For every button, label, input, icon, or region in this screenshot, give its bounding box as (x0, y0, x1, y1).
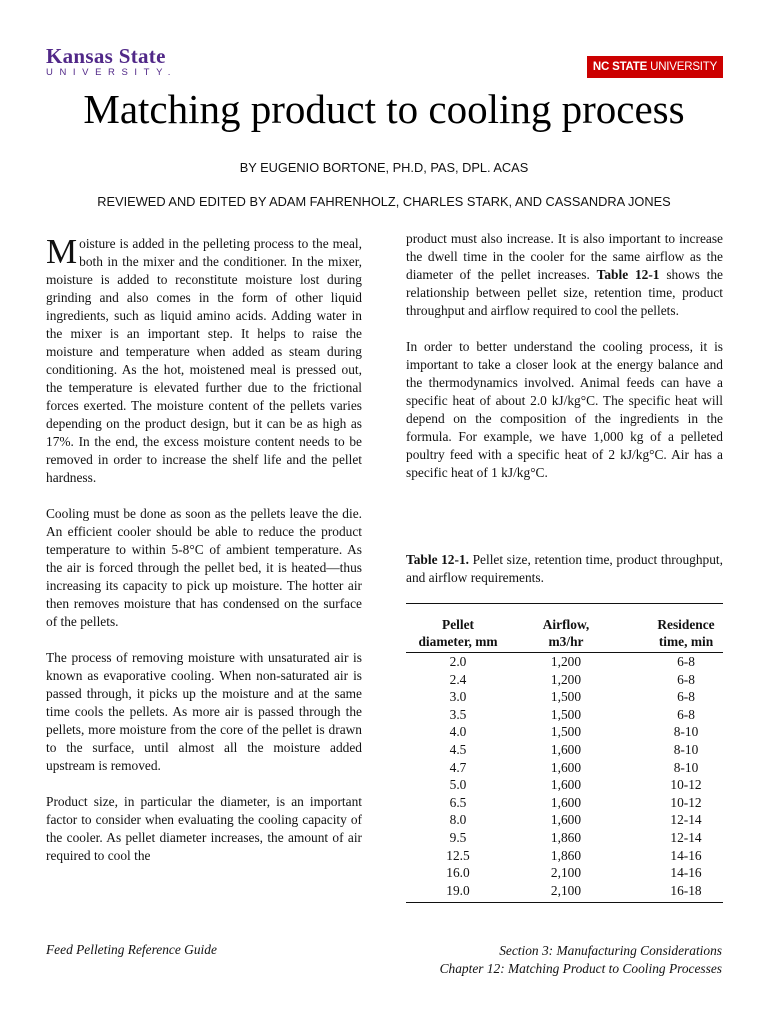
cell-residence: 6-8 (677, 654, 695, 669)
byline: BY EUGENIO BORTONE, PH.D, PAS, DPL. ACAS (239, 160, 529, 175)
paragraph: Product size, in particular the diameter, is an important factor to consider when evaluating the cooling capacity of the cooler. As pellet diameter increases, the amount of air required to cool the (46, 794, 362, 863)
cell-diameter: 9.5 (449, 829, 467, 845)
cell-residence: 6-8 (677, 706, 695, 722)
ncsu-logo-rest: UNIVERSITY (647, 61, 718, 73)
cell-residence: 12-14 (670, 812, 702, 828)
cell-airflow: 2,100 (550, 865, 582, 881)
cell-residence: 14-16 (670, 865, 702, 881)
column-header-diameter: Pellet diameter, mm (406, 616, 510, 653)
cell-diameter: 2.0 (449, 654, 467, 669)
drop-cap: M (46, 232, 78, 271)
cell-airflow: 1,600 (550, 812, 582, 828)
table-header-row (406, 616, 723, 653)
table-row (406, 653, 723, 671)
table-row (406, 671, 723, 689)
cell-airflow: 1,500 (550, 689, 582, 705)
table-row (406, 829, 723, 847)
ncsu-logo-bold: NC STATE (592, 61, 648, 73)
table-caption-text: Pellet size, retention time, product throughput, and airflow requirements. (406, 552, 723, 585)
cell-diameter: 12.5 (446, 847, 470, 863)
cell-diameter: 6.5 (449, 794, 467, 810)
table-row (406, 882, 723, 903)
cell-airflow: 1,200 (550, 654, 582, 669)
cell-airflow: 1,600 (550, 741, 582, 757)
paragraph: Cooling must be done as soon as the pellets leave the die. An efficient cooler should be able to reduce the product temperature to within 5-8°C of ambient temperature. As the air is forced through the pellet bed, it is heated—thus increasing its capacity to pick up moisture. The hotter air then removes moisture that has condensed on the surface of the pellets. (46, 506, 362, 629)
table-row (406, 776, 723, 794)
left-column (46, 232, 362, 883)
cell-diameter: 4.7 (449, 759, 467, 775)
paragraph-text: shows the relationship between pellet size, retention time, product throughput and airflow required to cool the pellets. (406, 267, 723, 318)
cell-airflow: 1,600 (550, 794, 582, 810)
kansas-state-logo (46, 45, 186, 79)
footer-section-line: Section 3: Manufacturing Considerations (499, 943, 722, 958)
table-body (406, 653, 723, 903)
table-row (406, 847, 723, 865)
cell-diameter: 4.5 (449, 741, 467, 757)
cell-residence: 10-12 (670, 777, 702, 793)
table-row (406, 759, 723, 777)
footer-section (440, 942, 722, 978)
footer-guide-title: Feed Pelleting Reference Guide (46, 942, 217, 957)
cell-airflow: 2,100 (510, 882, 622, 903)
table-row (406, 688, 723, 706)
column-header-airflow: Airflow, m3/hr (510, 616, 622, 653)
table-caption-label: Table 12-1. (406, 552, 469, 567)
cell-residence: 6-8 (677, 671, 695, 687)
cell-diameter: 16.0 (446, 865, 470, 881)
footer-chapter-line: Chapter 12: Matching Product to Cooling Processes (439, 961, 722, 976)
paragraph (406, 230, 723, 320)
page-title: Matching product to cooling process (83, 86, 685, 132)
cell-airflow: 1,500 (550, 724, 582, 740)
right-column (406, 230, 723, 500)
table-caption (406, 551, 723, 587)
table-reference: Table 12-1 (596, 267, 660, 282)
table-row (406, 723, 723, 741)
cell-residence: 12-14 (670, 829, 702, 845)
cell-residence: 10-12 (670, 794, 702, 810)
cell-residence: 8-10 (673, 724, 699, 740)
cell-residence: 8-10 (673, 759, 699, 775)
cell-diameter: 3.0 (449, 689, 467, 705)
cell-airflow: 1,860 (550, 847, 582, 863)
cell-airflow: 1,600 (550, 777, 582, 793)
cell-airflow: 1,500 (550, 706, 582, 722)
cell-residence: 8-10 (673, 741, 699, 757)
paragraph: In order to better understand the cooling process, it is important to take a closer look at the energy balance and the thermodynamics involved. Animal feeds can have a specific heat of about 2.0 kJ/kg°C. The specific heat will depend on the composition of the ingredients in the formula. For example, we have 1,000 kg of a pelleted poultry feed with a specific heat of 2 kJ/kg°C. Air has a specific heat of 1 kJ/kg°C. (406, 339, 723, 480)
cell-airflow: 1,860 (550, 829, 582, 845)
paragraph (46, 232, 362, 487)
cell-diameter: 8.0 (449, 812, 467, 828)
cell-diameter: 3.5 (449, 706, 467, 722)
paragraph: The process of removing moisture with unsaturated air is known as evaporative cooling. When non-saturated air is passed through, it picks up the moisture and at the same time cools the pellets. As more air is passed through the pellets, more moisture from the core of the pellet is drawn to the surface, until almost all the moisture added upstream is removed. (46, 650, 362, 773)
cell-airflow: 1,200 (550, 671, 582, 687)
table-row (406, 741, 723, 759)
cell-airflow: 1,600 (550, 759, 582, 775)
cell-residence: 16-18 (622, 882, 723, 903)
paragraph-text: oisture is added in the pelleting process to the meal, both in the mixer and the conditioner. In the mixer, moisture is added to reconstitute moisture lost during grinding and also comes in the form of other liquid ingredients, such as liquid amino acids. Adding water in the mixer is an important step. It helps to raise the moisture and temperature when added as steam during conditioning. As the hot, moistened meal is pressed out, the temperature is elevated further due to the frictional forces exerted. The moisture content of the pellets varies depending on the product design, but it can be as high as 17%. In the end, the excess moisture content needs to be removed in order to increase the shelf life and the pellet hardness. (46, 236, 362, 485)
paragraph-text: product must also increase. It is also important to increase the dwell time in the cooler for the same airflow as the diameter of the pellet increases. (406, 231, 723, 282)
cell-diameter: 2.4 (449, 671, 467, 687)
cell-residence: 14-16 (670, 847, 702, 863)
pellet-table (406, 603, 723, 903)
reviewed-by: REVIEWED AND EDITED BY ADAM FAHRENHOLZ, CHARLES STARK, AND CASSANDRA JONES (97, 194, 671, 209)
cell-diameter: 19.0 (406, 882, 510, 903)
cell-diameter: 5.0 (449, 777, 467, 793)
column-header-residence: Residence time, min (622, 616, 723, 653)
table-row (406, 811, 723, 829)
ksu-logo-university: UNIVERSITY. (46, 67, 178, 78)
table-row (406, 706, 723, 724)
nc-state-logo (587, 56, 723, 78)
ksu-logo-name: Kansas State (46, 44, 166, 68)
cell-diameter: 4.0 (449, 724, 467, 740)
table-row (406, 864, 723, 882)
table-row (406, 794, 723, 812)
cell-residence: 6-8 (677, 689, 695, 705)
